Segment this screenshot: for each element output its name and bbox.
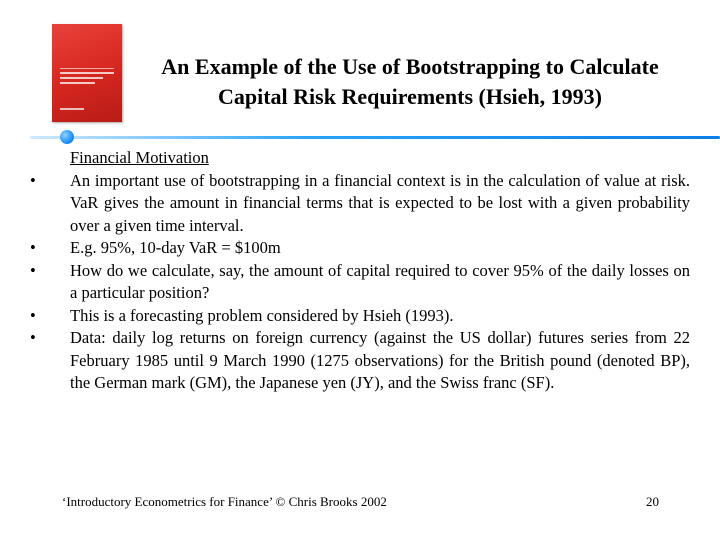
- slide-title: [110, 52, 710, 112]
- bullet-text: E.g. 95%, 10-day VaR = $100m: [70, 238, 281, 257]
- slide-title-line2: Capital Risk Requirements (Hsieh, 1993): [218, 84, 602, 109]
- title-divider: [30, 136, 720, 139]
- bullet-list: [30, 170, 690, 395]
- slide-body: [30, 147, 690, 395]
- bullet-text: This is a forecasting problem considered by Hsieh (1993).: [70, 305, 454, 325]
- book-cover-author-line: [60, 108, 84, 110]
- bullet-icon: •: [30, 328, 36, 347]
- bullet-icon: •: [30, 260, 36, 280]
- bullet-icon: •: [30, 305, 36, 325]
- blue-dot-icon: [60, 130, 74, 144]
- book-cover-title-lines: [60, 68, 114, 99]
- bullet-item: [30, 170, 690, 238]
- bullet-icon: •: [30, 170, 36, 190]
- bullet-text: An important use of bootstrapping in a financial context is in the calculation of value at risk. VaR gives the amount in financial terms that is expected to be lost with a given probability over a given time interval.: [70, 170, 690, 235]
- footer-citation: ‘Introductory Econometrics for Finance’ © Chris Brooks 2002: [62, 494, 387, 509]
- section-subheading: Financial Motivation: [70, 148, 209, 167]
- bullet-text: Data: daily log returns on foreign currency (against the US dollar) futures series from 22 February 1985 until 9 March 1990 (1275 observations) for the British pound (denoted BP), the German mark (GM), the Japanese yen (JY), and the Swiss franc (SF).: [70, 328, 690, 392]
- bullet-text: How do we calculate, say, the amount of capital required to cover 95% of the daily losses on a particular position?: [70, 260, 690, 302]
- page-number: 20: [646, 494, 659, 509]
- bullet-item: [30, 305, 690, 328]
- bullet-item: [30, 260, 690, 305]
- bullet-icon: •: [30, 238, 36, 257]
- slide-title-line1: An Example of the Use of Bootstrapping to Calculate: [161, 54, 659, 79]
- bullet-item: [30, 237, 690, 260]
- bullet-item: [30, 327, 690, 395]
